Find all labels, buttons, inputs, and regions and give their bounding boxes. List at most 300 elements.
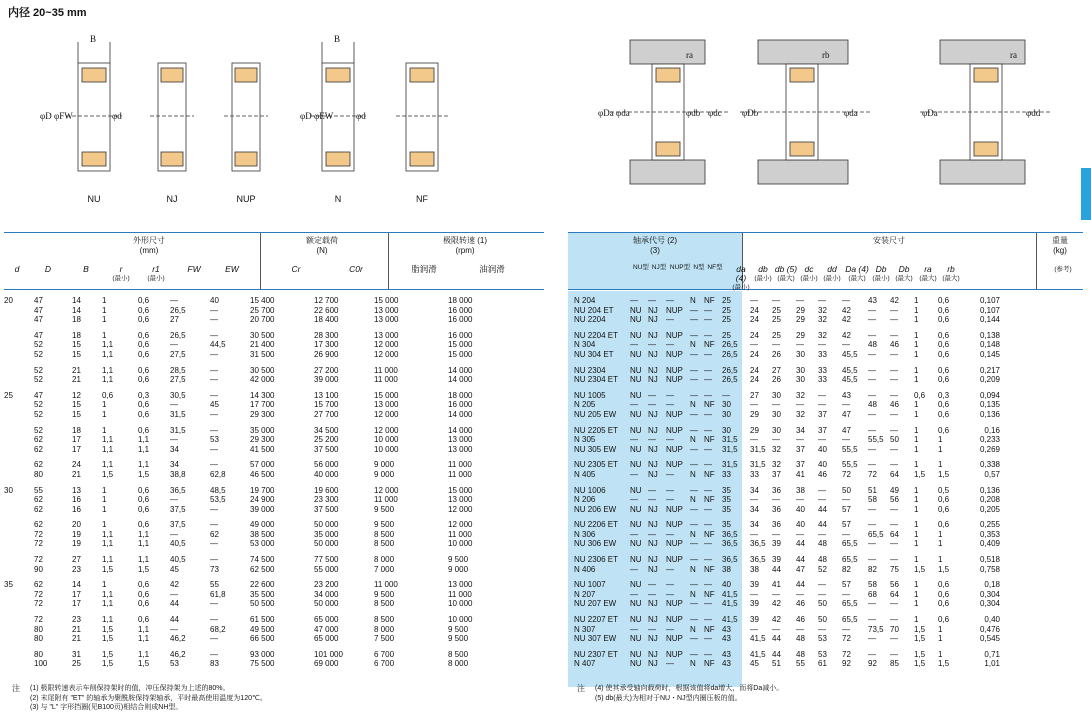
table-cell: 26,5 <box>722 340 738 350</box>
table-cell: — <box>210 444 218 454</box>
table-cell <box>4 366 34 376</box>
table-cell: NU <box>630 330 642 340</box>
table-cell: — <box>796 435 804 445</box>
table-cell: 25 <box>72 659 81 669</box>
table-cell: N 307 <box>574 624 596 634</box>
table-cell: 0,6 <box>138 305 150 315</box>
table-cell: — <box>648 589 656 599</box>
table-cell: 0,518 <box>979 555 1000 565</box>
table-cell: 0,6 <box>138 615 150 625</box>
table-row <box>4 520 544 530</box>
table-cell: — <box>704 649 712 659</box>
table-cell: 30 <box>796 349 805 359</box>
table-cell: — <box>704 580 712 590</box>
table-cell: 37 <box>796 460 805 470</box>
label-B: B <box>90 34 97 44</box>
table-cell: NU 304 ET <box>574 349 614 359</box>
table-cell: 16 000 <box>448 330 473 340</box>
table-cell: 12 700 <box>314 296 339 305</box>
table-cell: — <box>690 634 698 644</box>
table-cell: 1 <box>914 375 919 385</box>
table-cell: — <box>868 520 876 530</box>
table-cell: 1,5 <box>938 564 950 574</box>
table-cell: 14 <box>72 305 81 315</box>
table-cell: — <box>868 330 876 340</box>
table-cell: 7 500 <box>374 634 395 644</box>
table-cell: 20 <box>72 520 81 530</box>
table-cell: 17 300 <box>314 340 339 350</box>
table-cell: 10 000 <box>448 539 473 549</box>
table-cell: 1 <box>102 330 107 340</box>
table-row <box>4 625 544 635</box>
table-cell: — <box>842 400 850 410</box>
table-cell: 37 <box>772 469 781 479</box>
col-mount-label: Db <box>875 264 887 274</box>
table-cell: 35 <box>722 520 731 530</box>
table-cell: 48 <box>818 539 827 549</box>
table-cell: — <box>690 615 698 625</box>
table-cell: — <box>868 649 876 659</box>
table-row <box>4 296 544 306</box>
table-cell: 41,5 <box>750 649 766 659</box>
col-type-4: NF型 <box>707 264 723 271</box>
table-cell: 25 700 <box>250 305 275 315</box>
table-cell: NU <box>630 390 642 400</box>
table-cell: 46 <box>818 469 827 479</box>
table-cell: NU <box>630 425 642 435</box>
table-cell: — <box>210 409 218 419</box>
table-cell: — <box>648 400 656 410</box>
table-cell: — <box>690 444 698 454</box>
table-cell: 1 <box>914 529 919 539</box>
table-cell: — <box>890 425 898 435</box>
table-cell: — <box>210 305 218 315</box>
table-cell: 72 <box>842 634 851 644</box>
table-cell: 41,5 <box>750 634 766 644</box>
table-cell: 92 <box>868 659 877 669</box>
table-cell: — <box>690 460 698 470</box>
table-row <box>4 435 544 445</box>
label-Da: φDa <box>598 108 614 118</box>
table-cell: — <box>630 469 638 479</box>
table-cell: 32 <box>796 409 805 419</box>
table-cell: 0,6 <box>138 495 150 505</box>
table-cell: — <box>890 504 898 514</box>
table-cell: 1 <box>914 520 919 530</box>
table-cell: 45,5 <box>842 349 858 359</box>
table-cell: 1 <box>102 495 107 505</box>
table-cell: 26,5 <box>170 305 186 315</box>
table-cell: — <box>704 460 712 470</box>
table-cell: 56 <box>890 580 899 590</box>
table-cell: 44 <box>796 539 805 549</box>
label-d-n: φd <box>356 111 366 121</box>
table-cell: — <box>704 485 712 495</box>
diagram-label-nup: NUP <box>236 194 256 204</box>
table-cell: NU <box>630 315 642 325</box>
table-cell: 37,5 <box>170 504 186 514</box>
table-cell: 50 <box>818 599 827 609</box>
row-group <box>568 615 1083 644</box>
table-cell: 16 000 <box>448 305 473 315</box>
table-cell <box>4 539 34 549</box>
table-cell: 21 <box>72 624 81 634</box>
table-cell: — <box>704 504 712 514</box>
table-cell: 10 000 <box>448 615 473 625</box>
table-cell: 0,6 <box>938 599 950 609</box>
table-cell: 8 500 <box>448 649 469 659</box>
table-cell: 31,5 <box>750 444 766 454</box>
table-cell: 29 <box>750 425 759 435</box>
table-cell: 49 <box>890 485 899 495</box>
table-cell: NUP <box>666 649 683 659</box>
table-cell: 100 <box>34 659 48 669</box>
table-cell: NJ <box>648 504 658 514</box>
table-cell: 30,5 <box>170 390 186 400</box>
table-cell: 65 000 <box>314 615 339 625</box>
table-cell: — <box>868 634 876 644</box>
table-cell: NU 2204 <box>574 315 606 325</box>
table-cell: 27,5 <box>170 375 186 385</box>
table-cell: 1,5 <box>914 634 926 644</box>
table-cell <box>4 530 34 540</box>
table-cell: 36,5 <box>722 555 738 565</box>
table-cell: — <box>750 340 758 350</box>
row-group <box>4 296 544 325</box>
table-cell: 15 <box>72 409 81 419</box>
table-cell: 8 500 <box>374 529 395 539</box>
table-cell: 39 <box>772 555 781 565</box>
table-cell: NJ <box>648 539 658 549</box>
table-cell: 11 000 <box>374 580 398 590</box>
table-cell: NJ <box>648 349 658 359</box>
table-cell: — <box>704 330 712 340</box>
row-group <box>4 486 544 515</box>
table-cell: 28 300 <box>314 330 339 340</box>
col-mount-4 <box>820 265 844 283</box>
table-cell: 62,8 <box>210 469 226 479</box>
table-cell: 25 <box>772 315 781 325</box>
notes-left <box>12 684 267 713</box>
table-cell: — <box>704 375 712 385</box>
table-cell: 11 000 <box>374 365 398 375</box>
table-cell: 0,6 <box>938 589 950 599</box>
table-cell <box>4 599 34 609</box>
table-cell: 31,5 <box>722 444 738 454</box>
table-cell: NU <box>630 349 642 359</box>
table-row <box>4 470 544 480</box>
table-cell: 30 <box>796 375 805 385</box>
table-cell: 1,1 <box>138 624 150 634</box>
table-cell: 0,353 <box>979 529 1000 539</box>
table-cell: 53 <box>170 659 179 669</box>
row-group <box>568 520 1083 549</box>
table-cell: NU <box>630 485 642 495</box>
table-cell: NJ <box>648 330 658 340</box>
table-cell: 0,255 <box>979 520 1000 530</box>
table-cell <box>4 306 34 316</box>
table-cell: 1 <box>914 349 919 359</box>
table-cell: 11 000 <box>374 375 398 385</box>
table-cell: NJ <box>648 460 658 470</box>
table-cell: NJ <box>648 305 658 315</box>
table-cell: 41 <box>772 580 781 590</box>
table-cell: 43 <box>868 296 877 305</box>
table-cell: — <box>750 529 758 539</box>
table-cell: 1,5 <box>914 659 926 669</box>
table-cell: 57 <box>842 520 851 530</box>
table-cell: 38 <box>722 564 731 574</box>
table-cell: 14 000 <box>448 409 473 419</box>
table-cell: — <box>210 634 218 644</box>
table-cell: — <box>796 340 804 350</box>
col-mount-0 <box>730 265 752 292</box>
table-cell: 16 <box>72 504 81 514</box>
table-cell: 0,145 <box>979 349 1000 359</box>
table-cell: 27 700 <box>314 409 339 419</box>
table-cell: — <box>868 460 876 470</box>
table-cell: 51 <box>868 485 877 495</box>
table-cell: — <box>666 400 674 410</box>
table-cell: — <box>868 444 876 454</box>
table-cell: 49 000 <box>250 520 275 530</box>
table-cell: — <box>690 409 698 419</box>
table-cell: 27 <box>750 390 759 400</box>
table-cell: 19 700 <box>250 485 275 495</box>
col-mount-sub: (最大) <box>919 275 937 282</box>
table-cell: 18 <box>72 315 81 325</box>
table-cell: 29 <box>796 330 805 340</box>
table-cell: 0,208 <box>979 495 1000 505</box>
table-cell: — <box>210 504 218 514</box>
table-cell: 47 <box>842 409 851 419</box>
table-cell: 1,5 <box>914 564 926 574</box>
table-cell: — <box>648 624 656 634</box>
table-cell: 9 500 <box>374 504 395 514</box>
table-cell: 1,1 <box>102 460 114 470</box>
table-cell: 40,5 <box>170 555 186 565</box>
table-row <box>568 625 1083 635</box>
table-cell: 1 <box>102 296 107 305</box>
table-cell: 12 000 <box>374 425 399 435</box>
table-cell: 12 000 <box>448 504 473 514</box>
table-cell: NU 307 EW <box>574 634 617 644</box>
table-cell: 70 <box>890 624 899 634</box>
table-row <box>568 296 1083 306</box>
table-cell: — <box>868 375 876 385</box>
row-group <box>568 486 1083 515</box>
table-cell: 10 000 <box>374 435 399 445</box>
table-cell: 19 <box>72 539 81 549</box>
table-row <box>568 410 1083 420</box>
table-cell: 15 000 <box>448 340 473 350</box>
col-mount-label: Db <box>898 264 910 274</box>
table-cell: 55 <box>796 659 805 669</box>
table-cell: 31,5 <box>722 460 738 470</box>
table-cell: 1 <box>938 529 943 539</box>
col-Cr: Cr <box>291 264 301 274</box>
table-cell: 9 000 <box>448 564 469 574</box>
group-load-rating-unit: (N) <box>316 246 328 255</box>
table-cell: 36 <box>772 520 781 530</box>
table-cell: — <box>666 485 674 495</box>
col-mount-label: dc <box>804 264 814 274</box>
table-cell: NUP <box>666 555 683 565</box>
label-d: φd <box>112 111 122 121</box>
table-cell: NU <box>630 649 642 659</box>
table-cell: NU <box>630 444 642 454</box>
table-cell: 68,2 <box>210 624 226 634</box>
table-cell: — <box>818 580 826 590</box>
table-cell: 1 <box>914 495 919 505</box>
table-cell: 39 <box>750 599 759 609</box>
table-row <box>4 590 544 600</box>
table-cell: NU 2304 <box>574 365 606 375</box>
table-cell: 24 <box>750 375 759 385</box>
table-cell: 43 <box>842 390 851 400</box>
table-cell: — <box>210 539 218 549</box>
table-cell: 15 <box>72 349 81 359</box>
table-cell: 36,5 <box>750 539 766 549</box>
table-cell: — <box>704 444 712 454</box>
table-cell: 42 <box>170 580 179 590</box>
table-cell: 57 <box>842 504 851 514</box>
table-cell: NU <box>630 555 642 565</box>
label-dc: φdc <box>708 108 722 118</box>
table-cell: 21 <box>72 365 81 375</box>
table-cell: — <box>666 580 674 590</box>
table-cell: 62 <box>34 580 43 590</box>
mounting-table-header <box>568 232 1083 290</box>
table-cell: NU 2306 ET <box>574 555 619 565</box>
table-cell: NU <box>630 409 642 419</box>
col-mount-sub: (最大) <box>777 275 795 282</box>
table-cell: 35 <box>722 504 731 514</box>
table-cell: 12 000 <box>374 349 399 359</box>
table-cell: — <box>868 615 876 625</box>
table-cell: 25 200 <box>314 435 339 445</box>
table-cell: 42 <box>842 315 851 325</box>
table-cell: 26 <box>772 349 781 359</box>
table-cell: — <box>796 400 804 410</box>
table-cell: 69 000 <box>314 659 339 669</box>
table-cell: 73 <box>210 564 219 574</box>
table-cell: 1 <box>914 615 919 625</box>
table-cell: — <box>690 425 698 435</box>
table-cell: 1 <box>914 485 919 495</box>
table-cell: 1 <box>102 425 107 435</box>
table-cell: 1 <box>914 425 919 435</box>
col-mount-1 <box>752 265 774 283</box>
table-cell: 62 <box>34 435 43 445</box>
table-row <box>4 580 544 590</box>
table-cell: 45,5 <box>842 375 858 385</box>
table-cell: 0,136 <box>979 485 1000 495</box>
table-cell: 1 <box>914 504 919 514</box>
table-cell: NUP <box>666 365 683 375</box>
table-cell: 20 700 <box>250 315 275 325</box>
table-cell: 47 000 <box>314 624 339 634</box>
table-cell: 27 <box>772 365 781 375</box>
table-cell: 0,6 <box>138 425 150 435</box>
col-mount-5 <box>844 265 870 283</box>
table-cell: 1 <box>938 460 943 470</box>
table-cell: 1 <box>102 305 107 315</box>
table-cell: 0,6 <box>138 520 150 530</box>
table-cell: 72 <box>34 529 43 539</box>
table-cell: 18 000 <box>448 296 473 305</box>
table-cell <box>4 315 34 325</box>
table-cell: 44 <box>772 564 781 574</box>
table-cell: — <box>704 409 712 419</box>
table-cell: — <box>630 564 638 574</box>
table-cell: 9 500 <box>448 555 469 565</box>
table-cell: 64 <box>890 469 899 479</box>
table-cell: 0,6 <box>138 589 150 599</box>
table-cell: 1,1 <box>102 555 114 565</box>
table-cell: NU 1005 <box>574 390 606 400</box>
side-accent-tab <box>1081 168 1091 220</box>
table-cell: 1,1 <box>102 589 114 599</box>
mounting-table <box>568 232 1083 669</box>
table-cell: 1 <box>914 539 919 549</box>
table-cell: 0,6 <box>138 409 150 419</box>
table-cell: 11 000 <box>448 460 472 470</box>
table-cell: — <box>648 485 656 495</box>
table-cell: 47 <box>34 330 43 340</box>
table-cell: — <box>868 365 876 375</box>
group-weight: 重量 <box>1052 236 1068 245</box>
table-cell: 36,5 <box>750 555 766 565</box>
table-cell: NJ <box>648 555 658 565</box>
row-group <box>4 391 544 420</box>
table-cell: 7 000 <box>374 564 395 574</box>
table-cell: — <box>890 365 898 375</box>
table-cell: 25 <box>4 390 13 400</box>
table-cell: N 206 <box>574 495 596 505</box>
table-cell: 1 <box>914 580 919 590</box>
table-cell: 0,6 <box>138 330 150 340</box>
table-cell: N 406 <box>574 564 596 574</box>
table-row <box>568 306 1083 316</box>
table-cell: 25 <box>772 305 781 315</box>
table-cell: — <box>890 315 898 325</box>
table-cell: 33 <box>818 365 827 375</box>
label-Ew: φEW <box>314 111 334 121</box>
table-cell: — <box>818 390 826 400</box>
table-cell: 35 000 <box>250 425 275 435</box>
table-cell <box>4 435 34 445</box>
table-cell: 34 <box>750 485 759 495</box>
table-cell: 41 <box>796 469 805 479</box>
label-ra: ra <box>686 50 693 60</box>
table-cell: 56 000 <box>314 460 339 470</box>
table-cell: NU <box>630 599 642 609</box>
table-cell: 17 <box>72 589 81 599</box>
table-cell: 34 <box>750 520 759 530</box>
table-cell: 20 <box>4 296 13 305</box>
table-cell: — <box>690 349 698 359</box>
table-cell: 0,6 <box>138 580 150 590</box>
table-cell: 12 000 <box>448 520 473 530</box>
table-cell: 0,6 <box>914 390 926 400</box>
table-row <box>568 435 1083 445</box>
table-row <box>4 426 544 436</box>
table-row <box>568 315 1083 325</box>
table-cell: 90 <box>34 564 43 574</box>
table-cell: 0,6 <box>938 365 950 375</box>
table-cell: NU 2307 ET <box>574 649 619 659</box>
